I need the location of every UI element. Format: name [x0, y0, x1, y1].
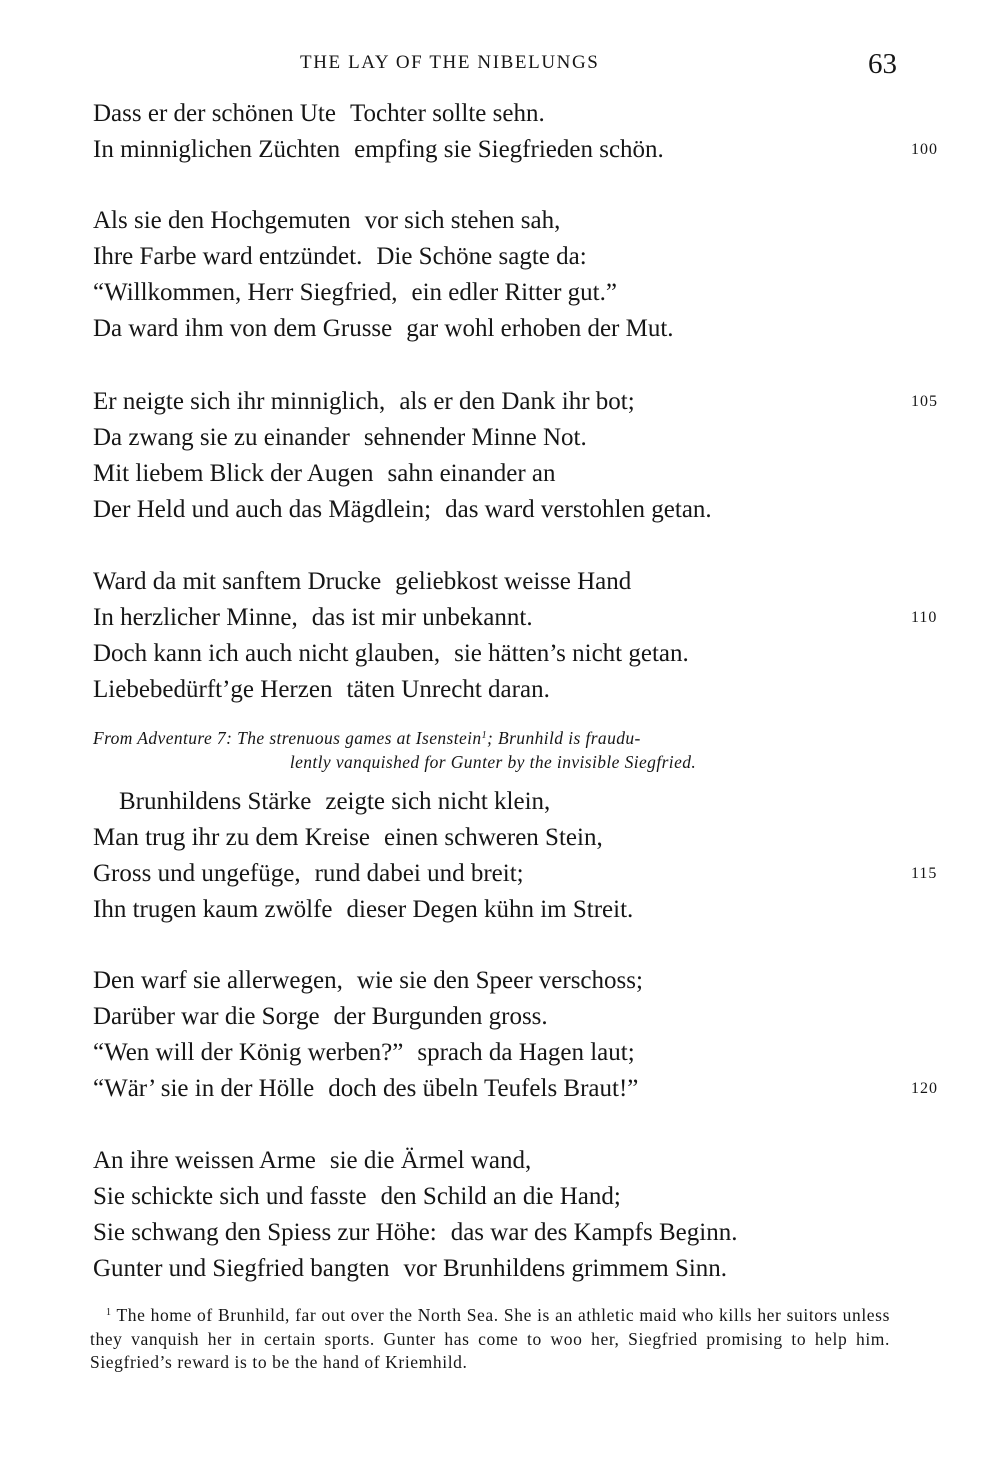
verse-second-half: gar wohl erhoben der Mut.: [406, 315, 674, 342]
verse-second-half: dieser Degen kühn im Streit.: [346, 896, 634, 923]
line-number: 120: [911, 1080, 938, 1097]
footnote-text: The home of Brunhild, far out over the North Sea. She is an athletic maid who kills her suitors unless they vanquish her in certain sports. Gunter has come to woo her, Siegfried promising to help him. Siegfried’s reward is to be the hand of Kriemhild.: [90, 1305, 890, 1372]
verse-second-half: Die Schöne sagte da:: [376, 243, 587, 270]
verse-line: [93, 672, 953, 708]
line-number: 110: [911, 609, 938, 626]
verse-first-half: Brunhildens Stärke: [119, 788, 312, 815]
verse-line: [93, 420, 953, 456]
verse-first-half: Ihre Farbe ward entzündet.: [93, 243, 363, 270]
verse-line: [93, 311, 953, 347]
stanza: [93, 784, 953, 928]
verse-second-half: das ward verstohlen getan.: [445, 496, 712, 523]
verse-line: [93, 600, 953, 636]
page-number: 63: [868, 48, 897, 80]
verse-second-half: sahn einander an: [387, 460, 556, 487]
verse-line: [93, 1143, 953, 1179]
verse-first-half: Da zwang sie zu einander: [93, 424, 350, 451]
verse-line: [93, 564, 953, 600]
verse-line: [93, 892, 953, 928]
verse-line: [93, 1215, 953, 1251]
verse-first-half: Der Held und auch das Mägdlein;: [93, 496, 432, 523]
stanza: [93, 384, 953, 528]
verse-line: [93, 1035, 953, 1071]
verse-first-half: In herzlicher Minne,: [93, 604, 298, 631]
verse-second-half: täten Unrecht daran.: [346, 676, 550, 703]
verse-line: [93, 1071, 953, 1107]
verse-line: [93, 275, 953, 311]
line-number: 100: [911, 141, 938, 158]
verse-first-half: Man trug ihr zu dem Kreise: [93, 824, 371, 851]
verse-second-half: sprach da Hagen laut;: [417, 1039, 635, 1066]
footnote-marker: 1: [106, 1307, 112, 1318]
verse-first-half: Er neigte sich ihr minniglich,: [93, 388, 386, 415]
verse-line: [93, 1179, 953, 1215]
verse-second-half: das ist mir unbekannt.: [311, 604, 533, 631]
verse-first-half: “Willkommen, Herr Siegfried,: [93, 279, 398, 306]
verse-line: [93, 820, 953, 856]
verse-first-half: Mit liebem Blick der Augen: [93, 460, 374, 487]
verse-line: [93, 784, 953, 820]
footnote: [90, 1301, 890, 1375]
verse-second-half: geliebkost weisse Hand: [395, 568, 632, 595]
verse-second-half: sie die Ärmel wand,: [329, 1147, 532, 1174]
verse-first-half: Gross und ungefüge,: [93, 860, 301, 887]
verse-second-half: doch des übeln Teufels Braut!”: [328, 1075, 639, 1102]
verse-second-half: Tochter sollte sehn.: [349, 100, 545, 127]
verse-first-half: Den warf sie allerwegen,: [93, 967, 343, 994]
heading-line-1: [93, 728, 641, 748]
verse-second-half: einen schweren Stein,: [384, 824, 603, 851]
verse-line: [93, 999, 953, 1035]
verse-first-half: “Wen will der König werben?”: [93, 1039, 404, 1066]
page-header: [0, 48, 1000, 82]
heading-text: From Adventure 7: The strenuous games at Isenstein: [93, 728, 482, 748]
verse-first-half: Dass er der schönen Ute: [93, 100, 336, 127]
stanza: [93, 96, 953, 168]
verse-line: [93, 96, 953, 132]
verse-first-half: Da ward ihm von dem Grusse: [93, 315, 393, 342]
verse-second-half: vor sich stehen sah,: [364, 207, 561, 234]
verse-first-half: An ihre weissen Arme: [93, 1147, 316, 1174]
stanza: [93, 963, 953, 1107]
verse-first-half: Sie schwang den Spiess zur Höhe:: [93, 1219, 437, 1246]
line-number: 105: [911, 393, 938, 410]
heading-line-2: lently vanquished for Gunter by the invisible Siegfried.: [289, 752, 697, 772]
verse-first-half: In minniglichen Züchten: [93, 136, 341, 163]
running-title: THE LAY OF THE NIBELUNGS: [300, 52, 600, 73]
verse-first-half: Liebebedürft’ge Herzen: [93, 676, 333, 703]
stanza: [93, 564, 953, 708]
verse-second-half: den Schild an die Hand;: [380, 1183, 621, 1210]
verse-first-half: Gunter und Siegfried bangten: [93, 1255, 390, 1282]
verse-line: [93, 856, 953, 892]
verse-first-half: “Wär’ sie in der Hölle: [93, 1075, 315, 1102]
verse-second-half: wie sie den Speer verschoss;: [356, 967, 643, 994]
verse-first-half: Doch kann ich auch nicht glauben,: [93, 640, 441, 667]
verse-second-half: das war des Kampfs Beginn.: [450, 1219, 738, 1246]
verse-line: [93, 239, 953, 275]
stanza: [93, 203, 953, 347]
verse-line: [93, 132, 953, 168]
verse-line: [93, 203, 953, 239]
verse-line: [93, 456, 953, 492]
verse-second-half: der Burgunden gross.: [333, 1003, 548, 1030]
verse-first-half: Ward da mit sanftem Drucke: [93, 568, 382, 595]
footnote-marker: 1: [481, 730, 487, 741]
verse-line: [93, 384, 953, 420]
line-number: 115: [911, 865, 938, 882]
verse-second-half: empfing sie Siegfrieden schön.: [354, 136, 664, 163]
verse-second-half: sie hätten’s nicht getan.: [454, 640, 689, 667]
verse-line: [93, 1251, 953, 1287]
verse-line: [93, 492, 953, 528]
verse-first-half: Sie schickte sich und fasste: [93, 1183, 367, 1210]
verse-second-half: sehnender Minne Not.: [363, 424, 587, 451]
verse-second-half: zeigte sich nicht klein,: [325, 788, 551, 815]
verse-second-half: als er den Dank ihr bot;: [399, 388, 635, 415]
stanza: [93, 1143, 953, 1287]
verse-first-half: Als sie den Hochgemuten: [93, 207, 351, 234]
verse-line: [93, 963, 953, 999]
verse-first-half: Darüber war die Sorge: [93, 1003, 320, 1030]
verse-second-half: ein edler Ritter gut.”: [411, 279, 617, 306]
section-heading: [93, 724, 893, 774]
verse-line: [93, 636, 953, 672]
heading-text-continued: ; Brunhild is fraudu-: [487, 728, 641, 748]
verse-second-half: rund dabei und breit;: [314, 860, 524, 887]
verse-second-half: vor Brunhildens grimmem Sinn.: [403, 1255, 728, 1282]
verse-first-half: Ihn trugen kaum zwölfe: [93, 896, 333, 923]
